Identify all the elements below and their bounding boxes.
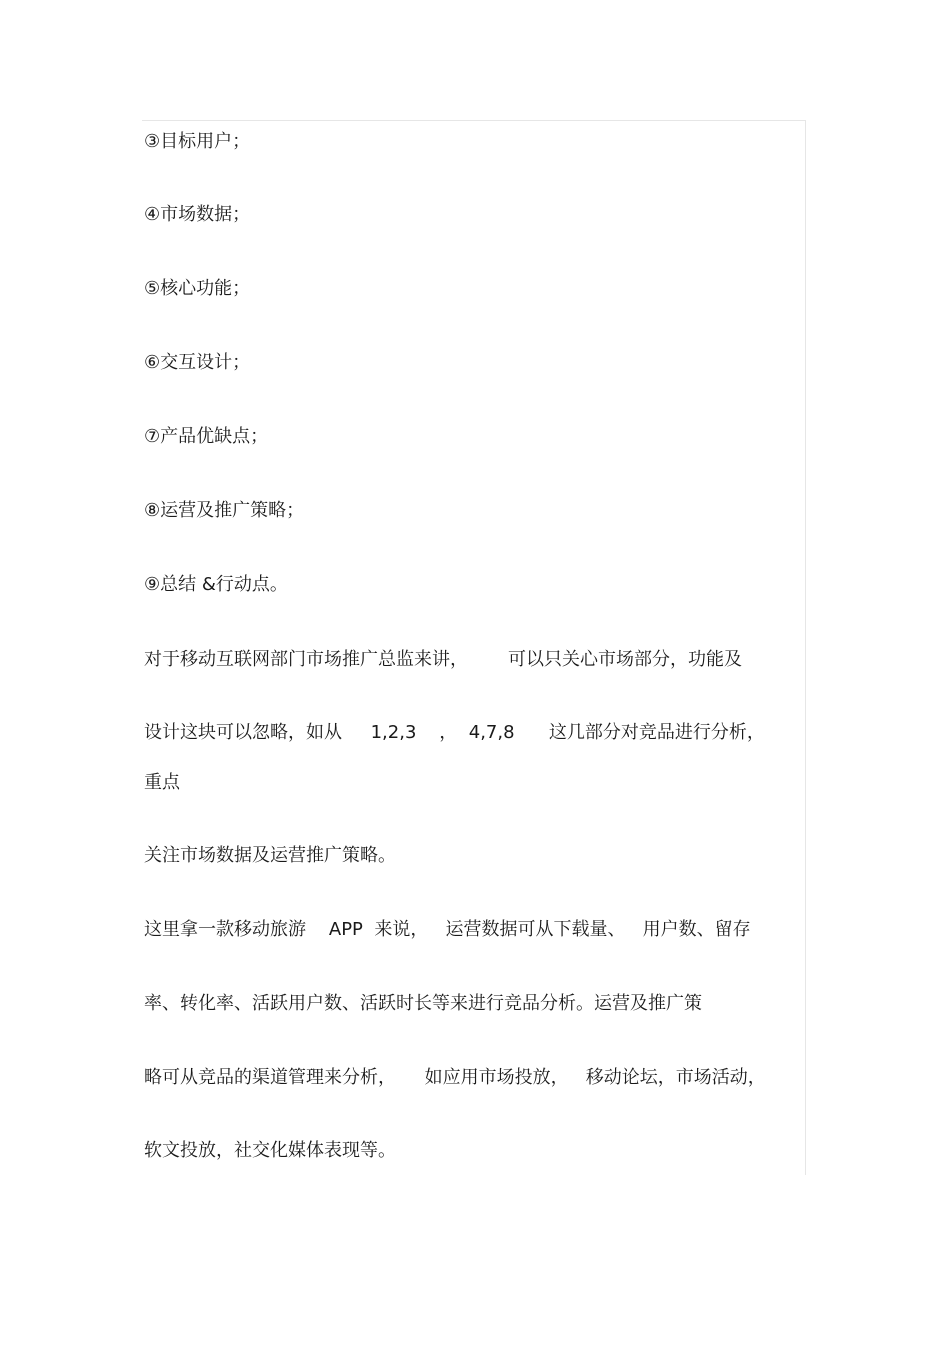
paragraph1-line3: 重点 bbox=[144, 772, 180, 793]
list-item-pros-cons: ⑦产品优缺点； bbox=[144, 426, 269, 447]
list-item-summary: ⑨总结 &行动点。 bbox=[144, 574, 288, 595]
list-item-interaction-design: ⑥交互设计； bbox=[144, 352, 251, 373]
list-item-core-features: ⑤核心功能； bbox=[144, 278, 251, 299]
paragraph2-line4: 软文投放，社交化媒体表现等。 bbox=[144, 1140, 396, 1161]
list-item-operation-strategy: ⑧运营及推广策略； bbox=[144, 500, 305, 521]
paragraph1-line1: 对于移动互联网部门市场推广总监来讲， 可以只关心市场部分，功能及 bbox=[144, 649, 743, 670]
paragraph2-line2: 率、转化率、活跃用户数、活跃时长等来进行竞品分析。运营及推广策 bbox=[144, 993, 702, 1014]
paragraph1-line4: 关注市场数据及运营推广策略。 bbox=[144, 845, 396, 866]
paragraph2-line3: 略可从竞品的渠道管理来分析， 如应用市场投放， 移动论坛，市场活动， bbox=[144, 1067, 766, 1088]
paragraph1-line2: 设计这块可以忽略，如从 1,2,3 ， 4,7,8 这几部分对竞品进行分析， bbox=[144, 722, 765, 743]
list-item-market-data: ④市场数据； bbox=[144, 204, 251, 225]
paragraph2-line1: 这里拿一款移动旅游 APP 来说， 运营数据可从下载量、 用户数、留存 bbox=[144, 919, 751, 940]
list-item-target-users: ③目标用户； bbox=[144, 131, 251, 152]
